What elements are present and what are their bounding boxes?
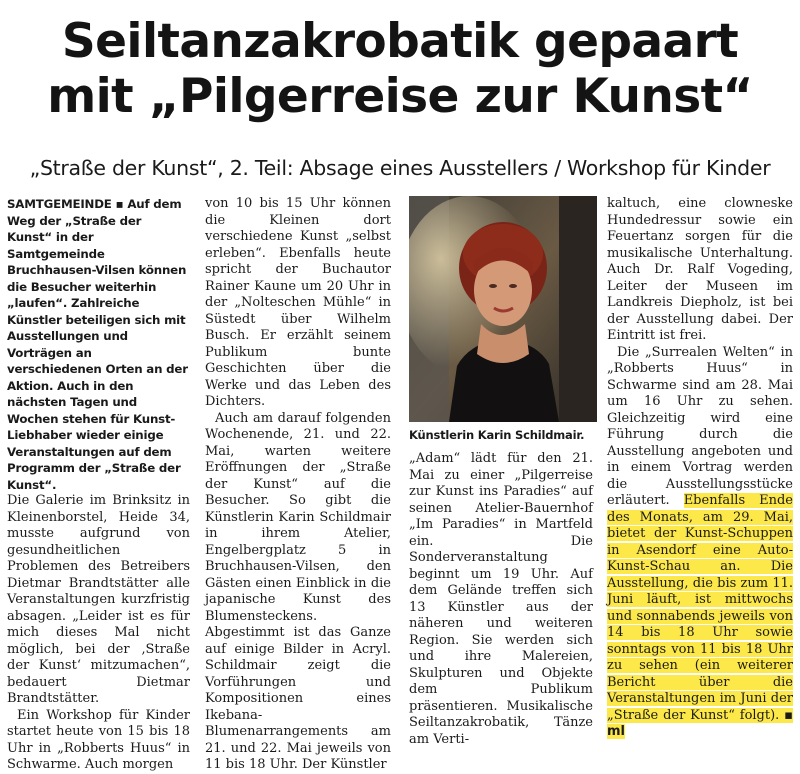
column-4 <box>607 196 793 741</box>
dateline: SAMTGEMEINDE <box>7 197 112 211</box>
body-paragraph: Ein Workshop für Kinder startet heute von 15 bis 18 Uhr in „Robberts Huus“ in Schwarme. Auch morgen <box>7 707 190 772</box>
author-signature: ▪ ml <box>607 707 793 739</box>
lead-text: Auf dem Weg der „Straße der Kunst“ in der Samtgemeinde Bruchhausen-Vilsen können die Besucher weiterhin „laufen“. Zahlreiche Künstler beteiligen sich mit Ausstellungen und Vorträgen an verschiedenen Orten an der Aktion. Auch in den nächsten Tagen und Wochen stehen für Kunst-Liebhaber wieder einige Veranstaltungen auf dem Programm der „Straße der Kunst“. <box>7 197 188 492</box>
photo-caption: Künstlerin Karin Schildmair. <box>409 428 585 442</box>
artist-portrait-image <box>409 196 597 422</box>
body-paragraph: Die Galerie im Brinksitz in Kleinenborstel, Heide 34, musste aufgrund von gesundheitlichen Problemen des Betreibers Dietmar Brandtstätter alle Veranstaltungen kurzfristig absagen. „Leider ist es für mich dieses Mal nicht möglich, bei der ‚Straße der Kunst‘ mitzumachen“, bedauert Dietmar Brandtstätter. <box>7 493 190 706</box>
body-paragraph: Auch am darauf folgenden Wochenende, 21. und 22. Mai, warten weitere Eröffnungen der „Straße der Kunst“ auf die Besucher. So gibt die Künstlerin Karin Schildmair in ihrem Atelier, Engelbergplatz 5 in Bruchhausen-Vilsen, den Gästen einen Einblick in die japanische Kunst des Blumensteckens. Abgestimmt ist das Ganze auf einige Bilder in Acryl. Schildmair zeigt die Vorführungen und Kompositionen eines Ikebana-Blumenarrangements am 21. und 22. Mai jeweils von 11 bis 18 Uhr. Der Künstler <box>205 410 391 772</box>
body-paragraph: „Adam“ lädt für den 21. Mai zu einer „Pilgerreise zur Kunst ins Paradies“ auf seinen Atelier-Bauernhof „Im Paradies“ in Martfeld ein. Die Sonderveranstaltung beginnt um 19 Uhr. Auf dem Gelände treffen sich 13 Künstler aus der näheren und weiteren Region. Sie werden sich und ihre Malereien, Skulpturen und Objekte dem Publikum präsentieren. Musikalische Seiltanzakrobatik, Tänze am Verti- <box>409 451 593 747</box>
lead-paragraph <box>7 196 190 493</box>
column-3 <box>409 451 593 748</box>
subheadline: „Straße der Kunst“, 2. Teil: Absage eines Ausstellers / Workshop für Kinder <box>29 156 771 180</box>
headline-line-1: Seiltanzakrobatik gepaart <box>61 14 739 69</box>
headline <box>0 14 800 124</box>
highlighted-passage: Ebenfalls Ende des Monats, am 29. Mai, bietet der Kunst-Schuppen in Asendorf eine Auto-Kunst-Schau an. Die Ausstellung, die bis zum 11. Juni läuft, ist mittwochs und sonnabends jeweils von 14 bis 18 Uhr sowie sonntags von 11 bis 18 Uhr zu sehen (ein weiterer Bericht über die Veranstaltungen im Juni der „Straße der Kunst“ folgt). <box>607 493 793 723</box>
body-paragraph: kaltuch, eine clowneske Hundedressur sowie ein Feuertanz sorgen für die musikalische Unterhaltung. Auch Dr. Ralf Vogeding, Leiter der Museen im Landkreis Diepholz, ist bei der Ausstellung dabei. Der Eintritt ist frei. <box>607 196 793 343</box>
column-1 <box>7 196 190 774</box>
paragraph-text: Die „Surrealen Welten“ in „Robberts Huus“ in Schwarme sind am 28. Mai um 16 Uhr zu sehen. Gleichzeitig wird eine Führung durch die Ausstellung angeboten und in einem Vortrag werden die Ausstellungsstücke erläutert. <box>607 344 793 508</box>
headline-line-2: mit „Pilgerreise zur Kunst“ <box>47 69 753 124</box>
bullet-icon: ▪ <box>115 197 124 211</box>
body-paragraph <box>607 345 793 741</box>
body-paragraph: von 10 bis 15 Uhr können die Kleinen dort verschiedene Kunst „selbst erleben“. Ebenfalls heute spricht der Buchautor Rainer Kaune um 20 Uhr in der „Nolteschen Mühle“ in Süstedt über Wilhelm Busch. Er erzählt seinem Publikum bunte Geschichten über die Werke und das Leben des Dichters. <box>205 196 391 409</box>
column-2 <box>205 196 391 774</box>
artist-photo <box>409 196 597 422</box>
